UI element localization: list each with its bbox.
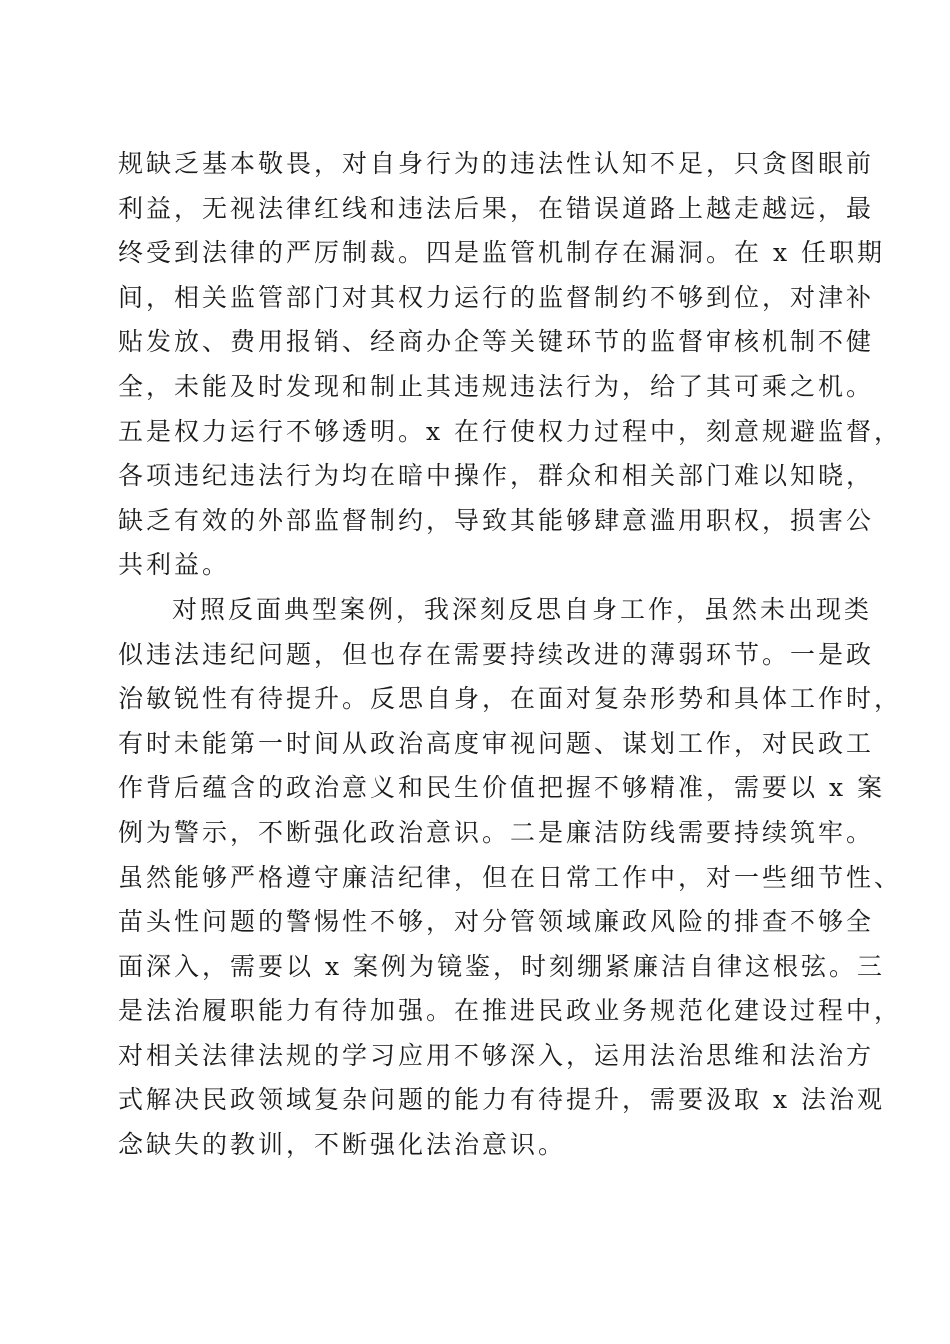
text-line: 缺乏有效的外部监督制约，导致其能够肆意滥用职权，损害公 xyxy=(118,505,875,535)
text-line: 贴发放、费用报销、经商办企等关键环节的监督审核机制不健 xyxy=(118,327,875,357)
text-line: 例为警示，不断强化政治意识。二是廉洁防线需要持续筑牢。 xyxy=(118,817,875,847)
text-line: 终受到法律的严厉制裁。四是监管机制存在漏洞。在 x 任职期 xyxy=(118,238,885,268)
text-line: 面深入，需要以 x 案例为镜鉴，时刻绷紧廉洁自律这根弦。三 xyxy=(118,951,885,981)
text-line: 虽然能够严格遵守廉洁纪律，但在日常工作中，对一些细节性、 xyxy=(118,862,903,892)
text-line: 共利益。 xyxy=(118,550,231,580)
text-line: 规缺乏基本敬畏，对自身行为的违法性认知不足，只贪图眼前 xyxy=(118,149,875,178)
text-line: 全，未能及时发现和制止其违规违法行为，给了其可乘之机。 xyxy=(118,371,875,401)
paragraph-2 xyxy=(118,588,903,1168)
text-line: 五是权力运行不够透明。x 在行使权力过程中，刻意规避监督， xyxy=(118,416,903,446)
text-line: 对照反面典型案例，我深刻反思自身工作，虽然未出现类 xyxy=(172,594,873,624)
text-line: 间，相关监管部门对其权力运行的监督制约不够到位，对津补 xyxy=(118,282,875,312)
text-line: 利益，无视法律红线和违法后果，在错误道路上越走越远，最 xyxy=(118,193,875,223)
text-line: 式解决民政领域复杂问题的能力有待提升，需要汲取 x 法治观 xyxy=(118,1085,885,1115)
paragraph-1 xyxy=(118,142,903,588)
text-line: 苗头性问题的警惕性不够，对分管领域廉政风险的排查不够全 xyxy=(118,907,875,937)
text-line: 是法治履职能力有待加强。在推进民政业务规范化建设过程中， xyxy=(118,996,903,1026)
text-line: 作背后蕴含的政治意义和民生价值把握不够精准，需要以 x 案 xyxy=(118,773,885,803)
text-line: 对相关法律法规的学习应用不够深入，运用法治思维和法治方 xyxy=(118,1040,875,1070)
text-line: 似违法违纪问题，但也存在需要持续改进的薄弱环节。一是政 xyxy=(118,639,875,669)
text-line: 念缺失的教训，不断强化法治意识。 xyxy=(118,1130,567,1160)
document-body xyxy=(118,142,903,1168)
text-line: 有时未能第一时间从政治高度审视问题、谋划工作，对民政工 xyxy=(118,728,875,758)
text-line: 治敏锐性有待提升。反思自身，在面对复杂形势和具体工作时， xyxy=(118,684,903,714)
text-line: 各项违纪违法行为均在暗中操作，群众和相关部门难以知晓， xyxy=(118,461,875,491)
